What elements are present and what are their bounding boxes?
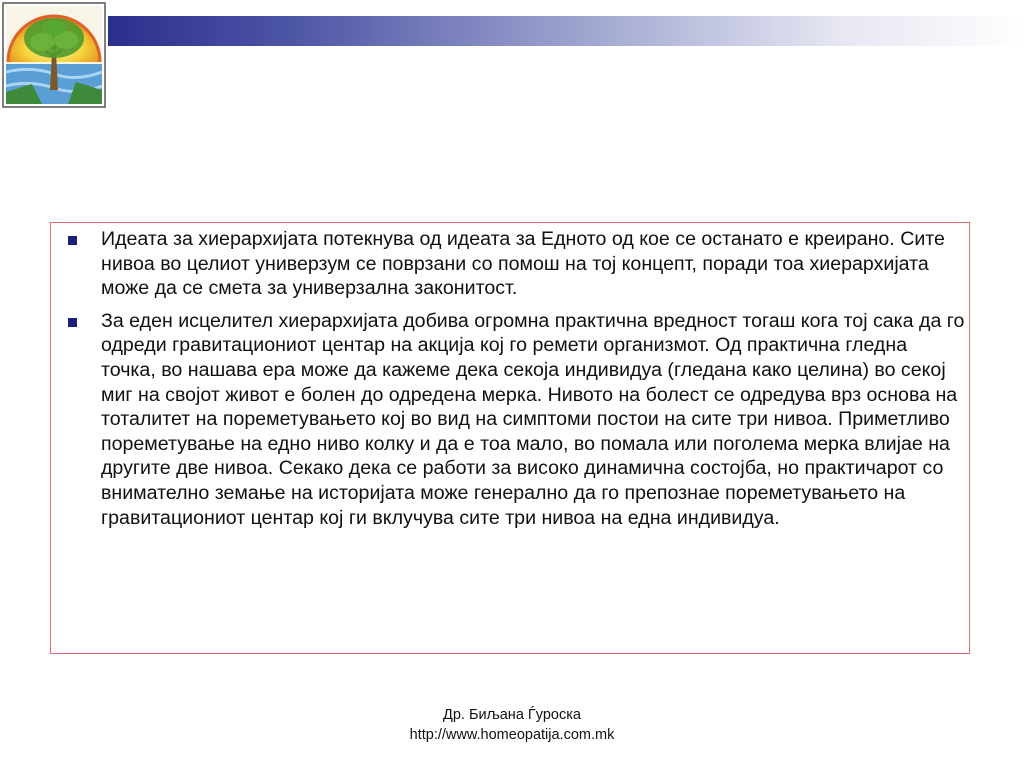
bullet-item-2	[65, 309, 965, 530]
square-bullet-icon	[68, 236, 77, 245]
bullet-text-2: За еден исцелител хиерархијата добива огромна практична вредност тогаш кога тој сака да го одреди гравитациониот центар на акција кој го ремети организмот. Од практична гледна точка, во нашава ера може да кажеме дека секоја индивидуа (гледана како целина) во секој миг на својот живот е болен до одредена мерка. Нивото на болест се одредува врз основа на тоталитет на пореметувањето кој во вид на симптоми постои на сите три нивоа. Приметливо пореметување на едно ниво колку и да е тоа мало, во помала или поголема мерка влијае на другите две нивоа. Секако дека се работи за високо динамична состојба, но практичарот со внимателно земање на историјата може генерално да го препознае пореметувањето на гравитациониот центар кој ги вклучува сите три нивоа на една индивидуа.	[101, 309, 965, 529]
square-bullet-icon	[68, 318, 77, 327]
header-gradient-bar	[108, 16, 1024, 46]
footer-url: http://www.homeopatija.com.mk	[409, 727, 615, 743]
bullet-item-1	[65, 227, 965, 301]
bullet-list	[65, 227, 965, 538]
footer-author: Др. Биљана Ѓуроска	[443, 707, 581, 723]
bullet-text-1: Идеата за хиерархијата потекнува од идеата за Едното од кое се останато е креирано. Сите нивоа во целиот универзум се поврзани со помош на тој концепт, поради тоа хиерархијата може да се смета за универзална законитост.	[101, 228, 945, 300]
content-box	[50, 222, 970, 654]
tree-sun-water-logo-icon	[2, 2, 106, 108]
